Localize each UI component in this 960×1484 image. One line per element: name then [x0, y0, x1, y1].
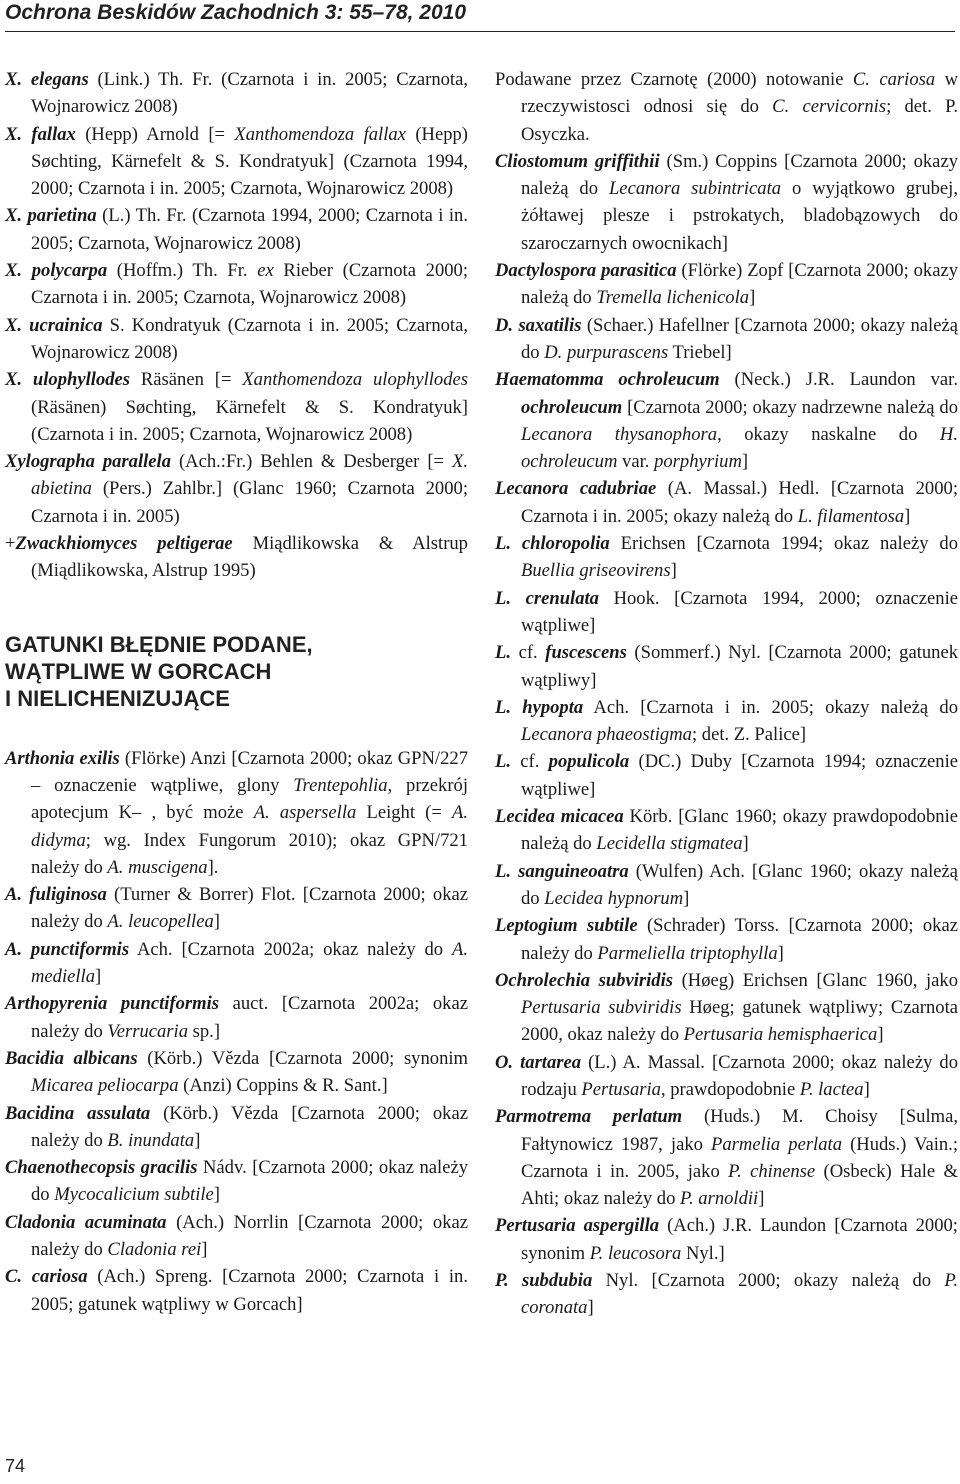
species-entry: Leptogium subtile (Schrader) Torss. [Czarnota 2000; okaz należy do Parmeliella triptophylla]: [495, 915, 958, 964]
species-entry: +Zwackhiomyces peltigerae Miądlikowska & Alstrup (Miądlikowska, Alstrup 1995): [5, 533, 468, 582]
species-entry: X. parietina (L.) Th. Fr. (Czarnota 1994, 2000; Czarnota i in. 2005; Czarnota, Wojnarowicz 2008): [5, 205, 468, 254]
species-entry: X. ulophyllodes Räsänen [= Xanthomendoza ulophyllodes (Räsänen) Søchting, Kärnefelt & S. Kondratyuk] (Czarnota i in. 2005; Czarnota, Wojnarowicz 2008): [5, 369, 468, 445]
species-entry: Dactylospora parasitica (Flörke) Zopf [Czarnota 2000; okazy należą do Tremella lichenicola]: [495, 260, 959, 309]
page-number: 74: [5, 1456, 26, 1476]
species-entry: Lecanora cadubriae (A. Massal.) Hedl. [Czarnota 2000; Czarnota i in. 2005; okazy należą do L. filamentosa]: [495, 478, 958, 527]
species-entry: Bacidina assulata (Körb.) Vězda [Czarnota 2000; okaz należy do B. inundata]: [5, 1102, 468, 1151]
section-heading-line: WĄTPLIWE W GORCACH: [5, 658, 272, 684]
species-entry: Cladonia acuminata (Ach.) Norrlin [Czarnota 2000; okaz należy do Cladonia rei]: [5, 1211, 468, 1260]
species-entry: Lecidea micacea Körb. [Glanc 1960; okazy prawdopodobnie należą do Lecidella stigmatea]: [495, 806, 958, 855]
species-entry: X. ucrainica S. Kondratyuk (Czarnota i in. 2005; Czarnota, Wojnarowicz 2008): [5, 314, 468, 363]
species-entry: P. subdubia Nyl. [Czarnota 2000; okazy należą do P. coronata]: [495, 1270, 959, 1319]
species-entry: X. elegans (Link.) Th. Fr. (Czarnota i in. 2005; Czarnota, Wojnarowicz 2008): [5, 69, 468, 118]
species-entry: Arthonia exilis (Flörke) Anzi [Czarnota 2000; okaz GPN/227 – oznaczenie wątpliwe, glony Trentepohlia, przekrój apotecjum K– , być może A. aspersella Leight (= A. didyma; wg. Index Fungorum 2010); okaz GPN/721 należy do A. muscigena].: [5, 747, 469, 878]
species-entry: Ochrolechia subviridis (Høeg) Erichsen [Glanc 1960, jako Pertusaria subviridis Høeg; gatunek wątpliwy; Czarnota 2000, okaz należy do Pertusaria hemisphaerica]: [495, 969, 958, 1046]
species-entry: Xylographa parallela (Ach.:Fr.) Behlen & Desberger [= X. abietina (Pers.) Zahlbr.] (Glanc 1960; Czarnota 2000; Czarnota i in. 2005): [5, 451, 468, 527]
species-entry: Pertusaria aspergilla (Ach.) J.R. Laundon [Czarnota 2000; synonim P. leucosora Nyl.]: [495, 1215, 958, 1264]
species-entry: L. hypopta Ach. [Czarnota i in. 2005; okazy należą do Lecanora phaeostigma; det. Z. Palice]: [495, 696, 958, 746]
section-heading-line: GATUNKI BŁĘDNIE PODANE,: [5, 631, 313, 657]
species-entry: Podawane przez Czarnotę (2000) notowanie C. cariosa w rzeczywistosci odnosi się do C. cervicornis; det. P. Osyczka.: [495, 69, 959, 145]
section-heading: [5, 631, 468, 712]
section-heading-line: I NIELICHENIZUJĄCE: [5, 685, 230, 711]
species-entry: L. cf. fuscescens (Sommerf.) Nyl. [Czarnota 2000; gatunek wątpliwy]: [495, 642, 959, 691]
species-entry: Cliostomum griffithii (Sm.) Coppins [Czarnota 2000; okazy należą do Lecanora subintricata o wyjątkowo grubej, żółtawej plesze i pstrokatych, bladobązowych do szaroczarnych owocnikach]: [495, 150, 958, 254]
species-entry: A. punctiformis Ach. [Czarnota 2002a; okaz należy do A. mediella]: [5, 938, 468, 988]
running-header: [5, 0, 955, 32]
species-entry: Bacidia albicans (Körb.) Vězda [Czarnota 2000; synonim Micarea peliocarpa (Anzi) Coppins & R. Sant.]: [5, 1047, 468, 1097]
species-entry: L. chloropolia Erichsen [Czarnota 1994; okaz należy do Buellia griseovirens]: [495, 533, 959, 582]
species-list-bottom: [5, 745, 468, 1318]
species-entry: D. saxatilis (Schaer.) Hafellner [Czarnota 2000; okazy należą do D. purpurascens Triebel]: [495, 314, 958, 363]
journal-title: Ochrona Beskidów Zachodnich 3: 55–78, 2010: [5, 1, 467, 24]
species-entry: O. tartarea (L.) A. Massal. [Czarnota 2000; okaz należy do rodzaju Pertusaria, prawdopodobnie P. lactea]: [495, 1051, 958, 1100]
species-list-right: [495, 66, 958, 1322]
species-entry: Chaenothecopsis gracilis Nádv. [Czarnota 2000; okaz należy do Mycocalicium subtile]: [5, 1157, 469, 1206]
left-column: [5, 66, 468, 1318]
species-entry: X. fallax (Hepp) Arnold [= Xanthomendoza fallax (Hepp) Søchting, Kärnefelt & S. Kondratyuk] (Czarnota 1994, 2000; Czarnota i in. 2005; Czarnota, Wojnarowicz 2008): [5, 123, 468, 200]
species-entry: X. polycarpa (Hoffm.) Th. Fr. ex Rieber (Czarnota 2000; Czarnota i in. 2005; Czarnota, Wojnarowicz 2008): [5, 260, 469, 309]
right-column: [495, 66, 958, 1322]
species-entry: A. fuliginosa (Turner & Borrer) Flot. [Czarnota 2000; okaz należy do A. leucopellea]: [5, 884, 468, 933]
species-entry: L. sanguineoatra (Wulfen) Ach. [Glanc 1960; okazy należą do Lecidea hypnorum]: [495, 860, 959, 909]
species-list-top: [5, 66, 468, 585]
species-entry: C. cariosa (Ach.) Spreng. [Czarnota 2000; Czarnota i in. 2005; gatunek wątpliwy w Gorcach]: [5, 1266, 469, 1315]
species-entry: Haematomma ochroleucum (Neck.) J.R. Laundon var. ochroleucum [Czarnota 2000; okazy nadrzewne należą do Lecanora thysanophora, okazy naskalne do H. ochroleucum var. porphyrium]: [495, 369, 958, 473]
species-entry: L. cf. populicola (DC.) Duby [Czarnota 1994; oznaczenie wątpliwe]: [495, 751, 959, 800]
species-entry: Arthopyrenia punctiformis auct. [Czarnota 2002a; okaz należy do Verrucaria sp.]: [5, 993, 468, 1042]
species-entry: Parmotrema perlatum (Huds.) M. Choisy [Sulma, Fałtynowicz 1987, jako Parmelia perlata (Huds.) Vain.; Czarnota i in. 2005, jako P. chinense (Osbeck) Hale & Ahti; okaz należy do P. arnoldii]: [495, 1106, 959, 1210]
species-entry: L. crenulata Hook. [Czarnota 1994, 2000; oznaczenie wątpliwe]: [495, 587, 958, 636]
